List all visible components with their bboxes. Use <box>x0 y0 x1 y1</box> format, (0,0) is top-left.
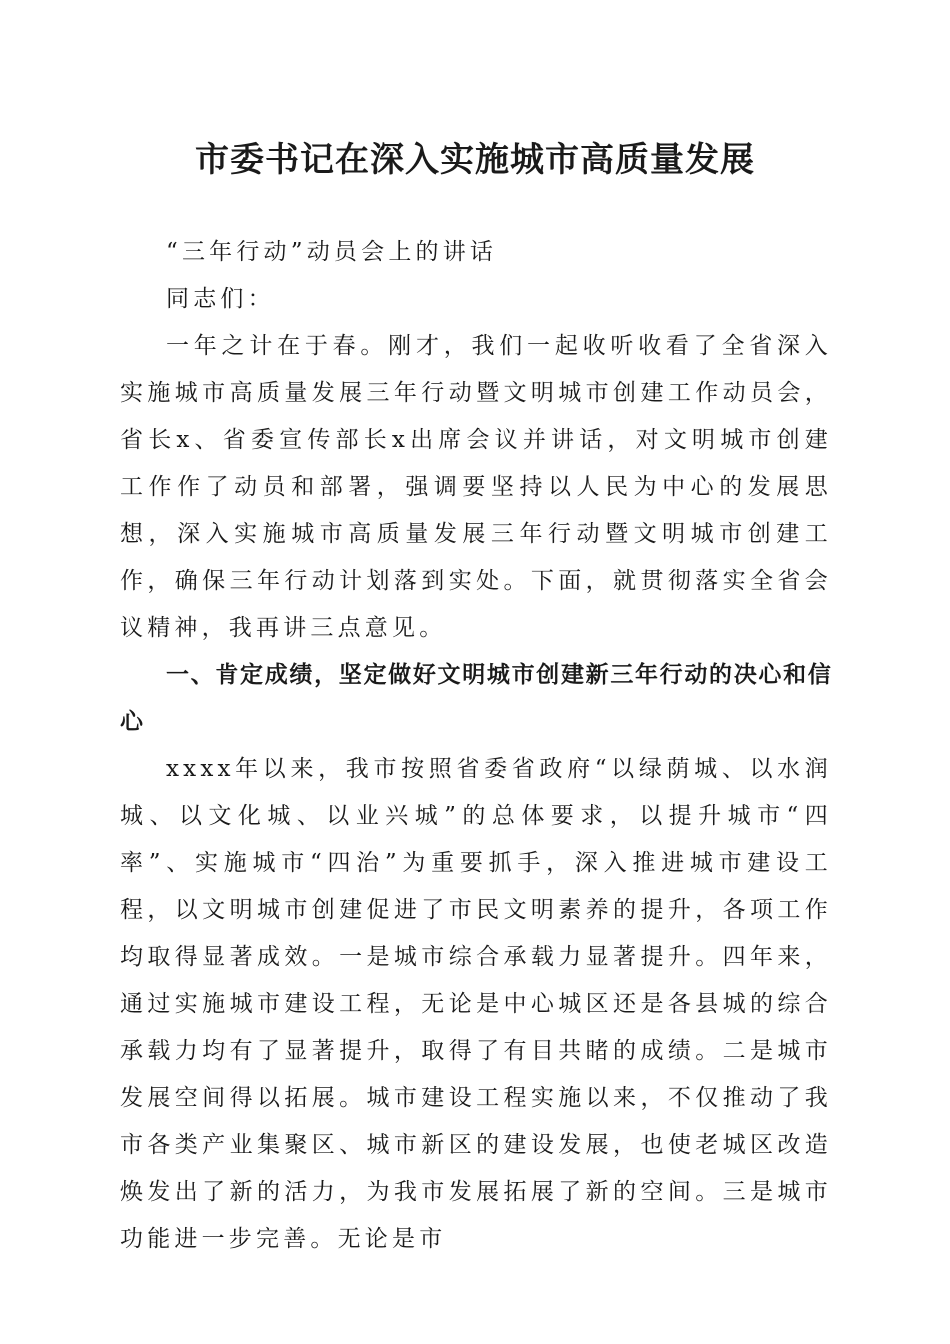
document-title: 市委书记在深入实施城市高质量发展 <box>195 140 755 180</box>
document-body <box>120 229 832 1263</box>
salutation: 同志们： <box>166 286 275 312</box>
section-heading-1: 一、肯定成绩，坚定做好文明城市创建新三年行动的决心和信心 <box>120 662 832 735</box>
paragraph-opening: 一年之计在于春。刚才，我们一起收听收看了全省深入实施城市高质量发展三年行动暨文明城市创建工作动员会，省长x、省委宣传部长x出席会议并讲话，对文明城市创建工作作了动员和部署，强调要坚持以人民为中心的发展思想，深入实施城市高质量发展三年行动暨文明城市创建工作，确保三年行动计划落到实处。下面，就贯彻落实全省会议精神，我再讲三点意见。 <box>120 333 832 641</box>
subtitle-line: “三年行动”动员会上的讲话 <box>166 239 498 265</box>
paragraph-achievements: xxxx年以来，我市按照省委省政府“以绿荫城、以水润城、以文化城、以业兴城”的总体要求，以提升城市“四率”、实施城市“四治”为重要抓手，深入推进城市建设工程，以文明城市创建促进了市民文明素养的提升，各项工作均取得显著成效。一是城市综合承载力显著提升。四年来，通过实施城市建设工程，无论是中心城区还是各县城的综合承载力均有了显著提升，取得了有目共睹的成绩。二是城市发展空间得以拓展。城市建设工程实施以来，不仅推动了我市各类产业集聚区、城市新区的建设发展，也使老城区改造焕发出了新的活力，为我市发展拓展了新的空间。三是城市功能进一步完善。无论是市 <box>120 756 832 1252</box>
